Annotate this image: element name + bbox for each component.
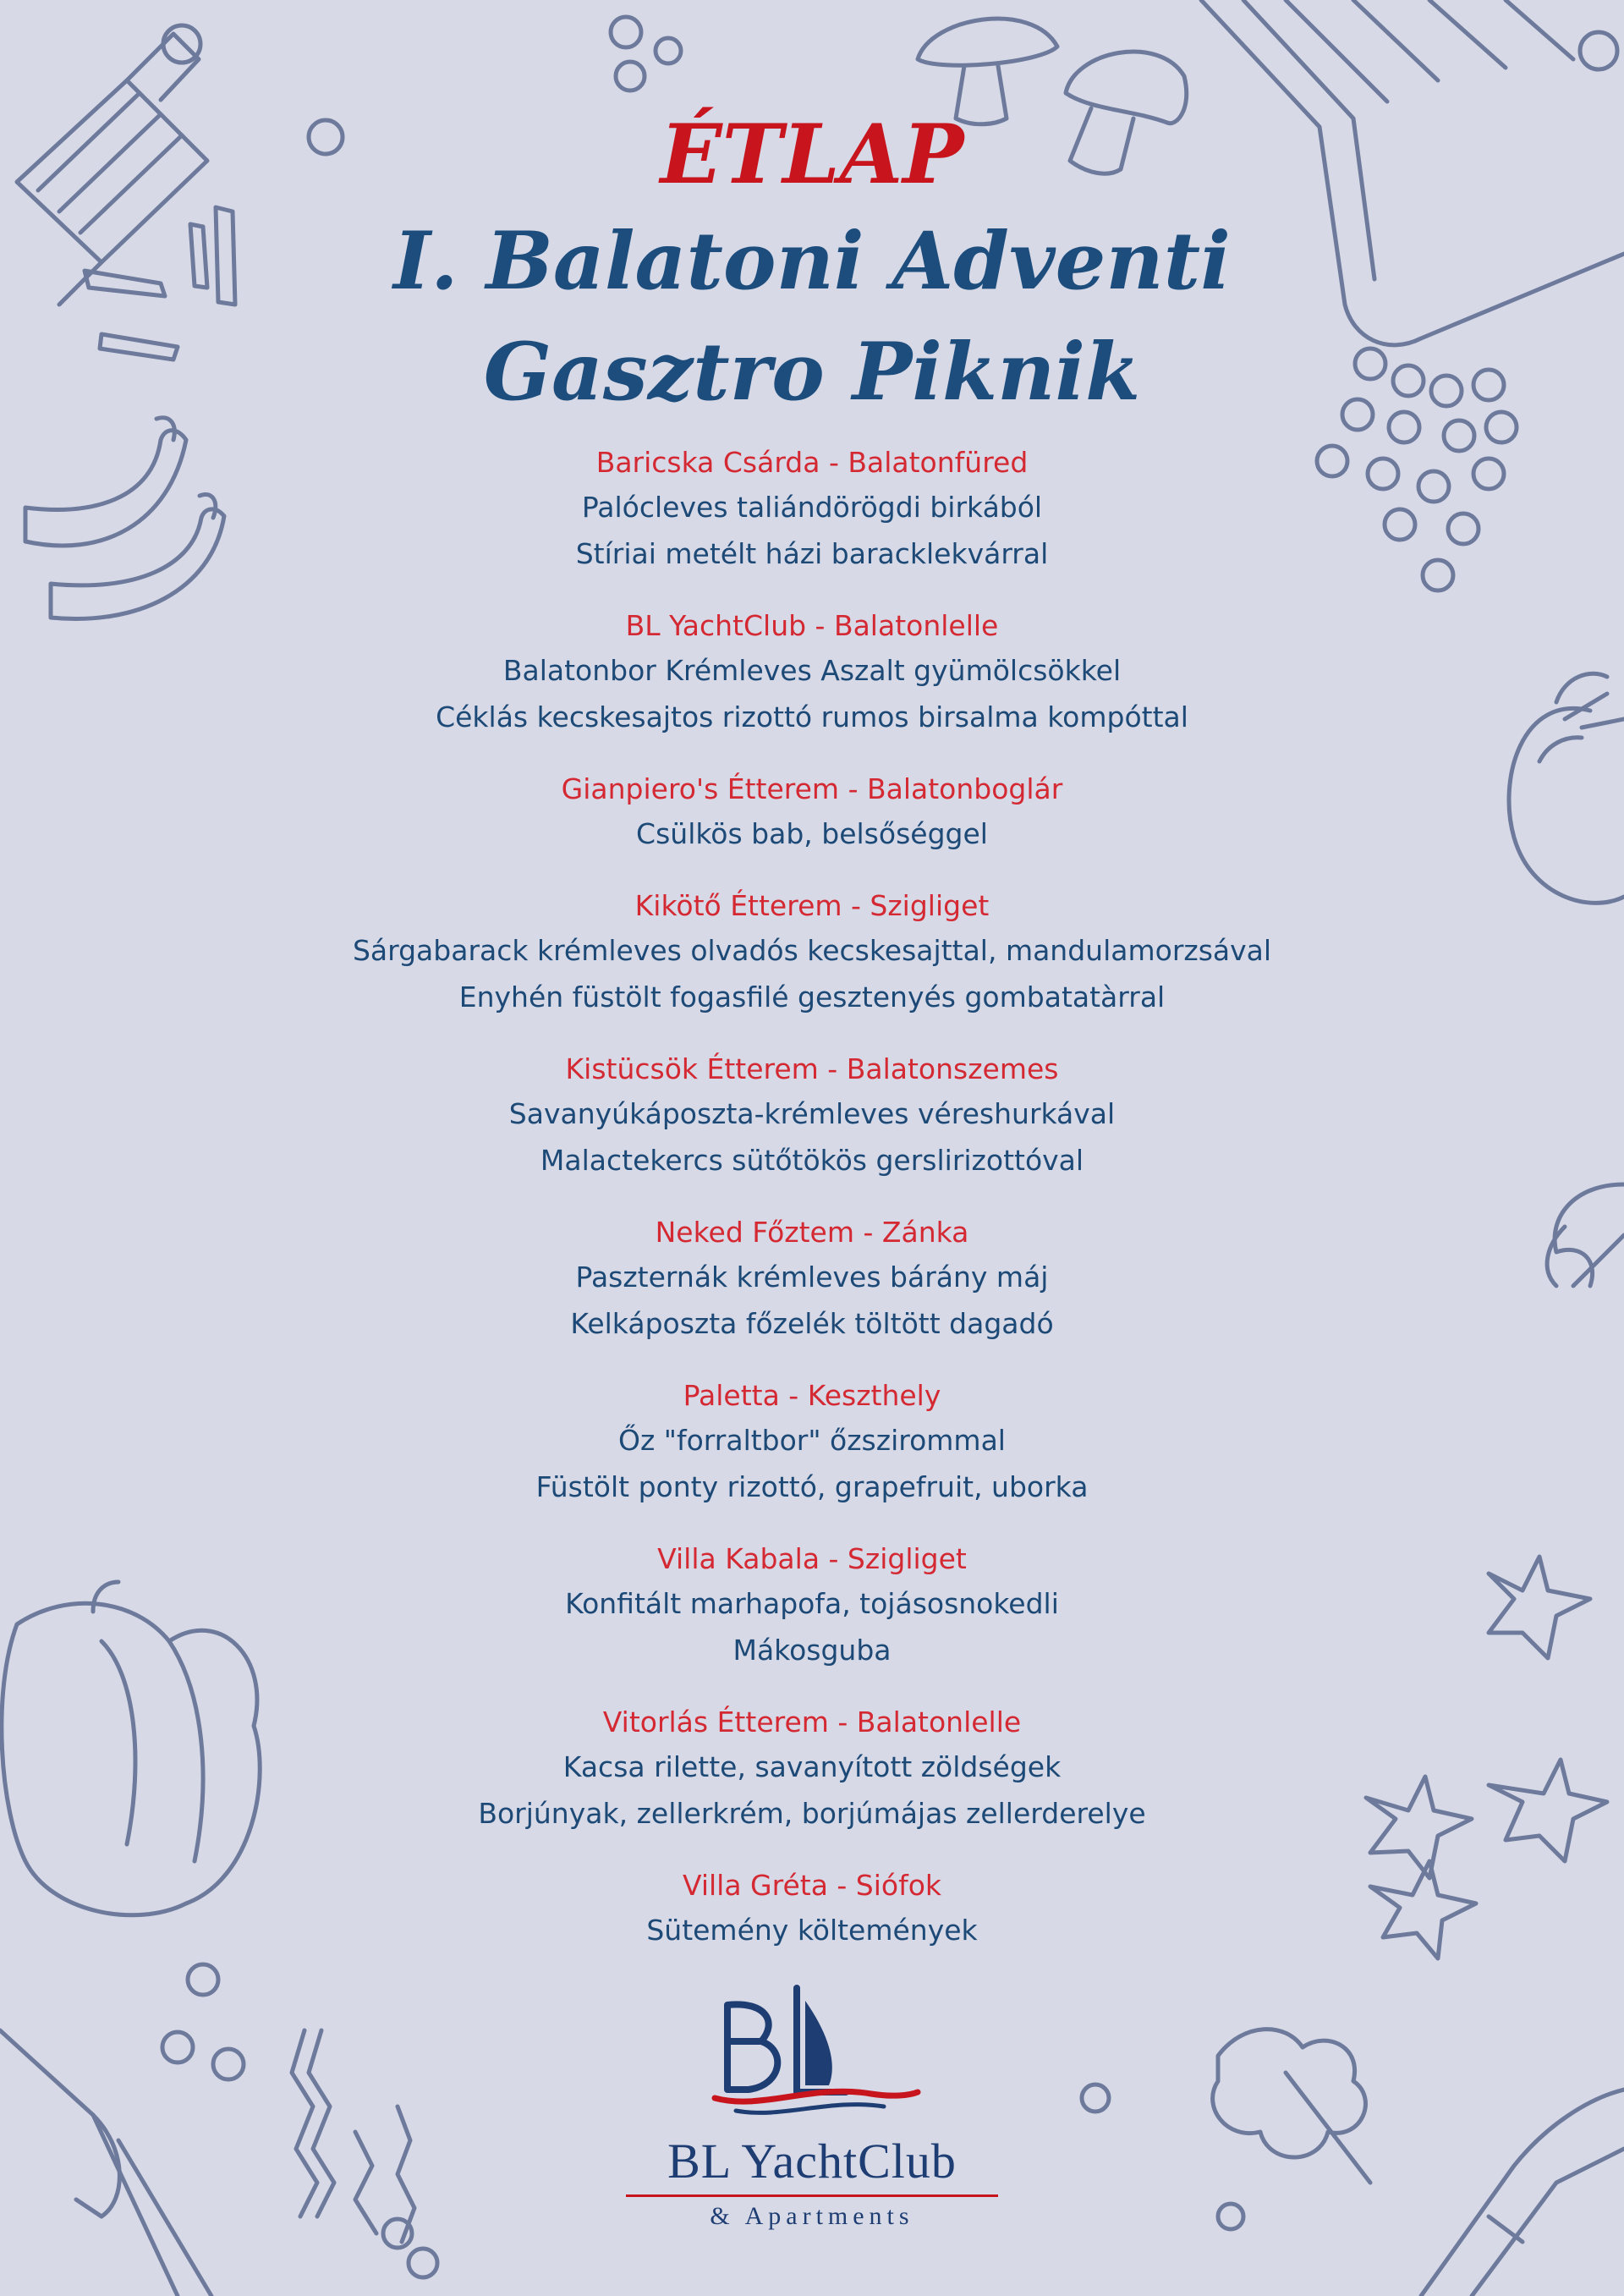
dish-item: Stíriai metélt házi baracklekvárral	[575, 537, 1049, 570]
dish-item: Konfitált marhapofa, tojásosnokedli	[565, 1587, 1059, 1620]
dish-item: Balatonbor Krémleves Aszalt gyümölcsökkel	[502, 654, 1122, 687]
dish-item: Paszternák krémleves bárány máj	[575, 1261, 1049, 1294]
menu-section	[0, 885, 1624, 1020]
dish-item: Sárgabarack krémleves olvadós kecskesajttal, mandulamorzsával	[352, 934, 1272, 967]
dish-item: Őz "forraltbor" őzszirommal	[618, 1424, 1006, 1457]
menu-section	[0, 1865, 1624, 1953]
menu-section	[0, 768, 1624, 857]
sailboat-logo-icon	[702, 1984, 922, 2123]
restaurant-name: Villa Gréta - Siófok	[682, 1869, 942, 1902]
menu-section	[0, 1538, 1624, 1673]
restaurant-name: Gianpiero's Étterem - Balatonboglár	[561, 772, 1063, 805]
restaurant-name: Kistücsök Étterem - Balatonszemes	[565, 1052, 1059, 1085]
restaurant-name: Vitorlás Étterem - Balatonlelle	[602, 1706, 1022, 1738]
menu-section	[0, 1701, 1624, 1837]
logo-brand-name: BL YachtClub	[667, 2134, 957, 2189]
restaurant-name: Neked Főztem - Zánka	[655, 1216, 969, 1249]
dish-item: Kelkáposzta főzelék töltött dagadó	[570, 1307, 1054, 1340]
dish-item: Palócleves taliándörögdi birkából	[581, 491, 1043, 524]
bl-yachtclub-logo	[0, 1984, 1624, 2229]
dish-item: Füstölt ponty rizottó, grapefruit, uborka	[535, 1470, 1089, 1503]
dish-item: Borjúnyak, zellerkrém, borjúmájas zellerderelye	[478, 1797, 1146, 1830]
menu-heading: ÉTLAP	[660, 107, 964, 202]
restaurant-name: BL YachtClub - Balatonlelle	[625, 609, 999, 642]
restaurant-name: Villa Kabala - Szigliget	[657, 1542, 967, 1575]
dish-item: Sütemény költemények	[646, 1914, 978, 1947]
event-title-line-1: I. Balatoni Adventi	[393, 215, 1231, 308]
logo-subtitle: & Apartments	[710, 2202, 914, 2230]
dish-item: Mákosguba	[732, 1634, 892, 1667]
dish-item: Csülkös bab, belsőséggel	[636, 817, 988, 850]
restaurant-name: Paletta - Keszthely	[683, 1379, 941, 1412]
menu-section	[0, 605, 1624, 740]
menu-section	[0, 442, 1624, 577]
menu-list	[0, 442, 1624, 1981]
logo-divider	[626, 2194, 998, 2197]
menu-section	[0, 1211, 1624, 1347]
dish-item: Céklás kecskesajtos rizottó rumos birsalma kompóttal	[436, 700, 1188, 733]
restaurant-name: Baricska Csárda - Balatonfüred	[595, 446, 1029, 479]
dish-item: Enyhén füstölt fogasfilé gesztenyés gombatatàrral	[458, 980, 1166, 1013]
dish-item: Savanyúkáposzta-krémleves véreshurkával	[508, 1097, 1116, 1130]
menu-section	[0, 1375, 1624, 1510]
dish-item: Kacsa rilette, savanyított zöldségek	[562, 1750, 1062, 1783]
event-title-line-2: Gasztro Piknik	[483, 326, 1141, 419]
restaurant-name: Kikötő Étterem - Szigliget	[634, 889, 990, 922]
dish-item: Malactekercs sütőtökös gerslirizottóval	[540, 1144, 1084, 1177]
menu-section	[0, 1048, 1624, 1184]
